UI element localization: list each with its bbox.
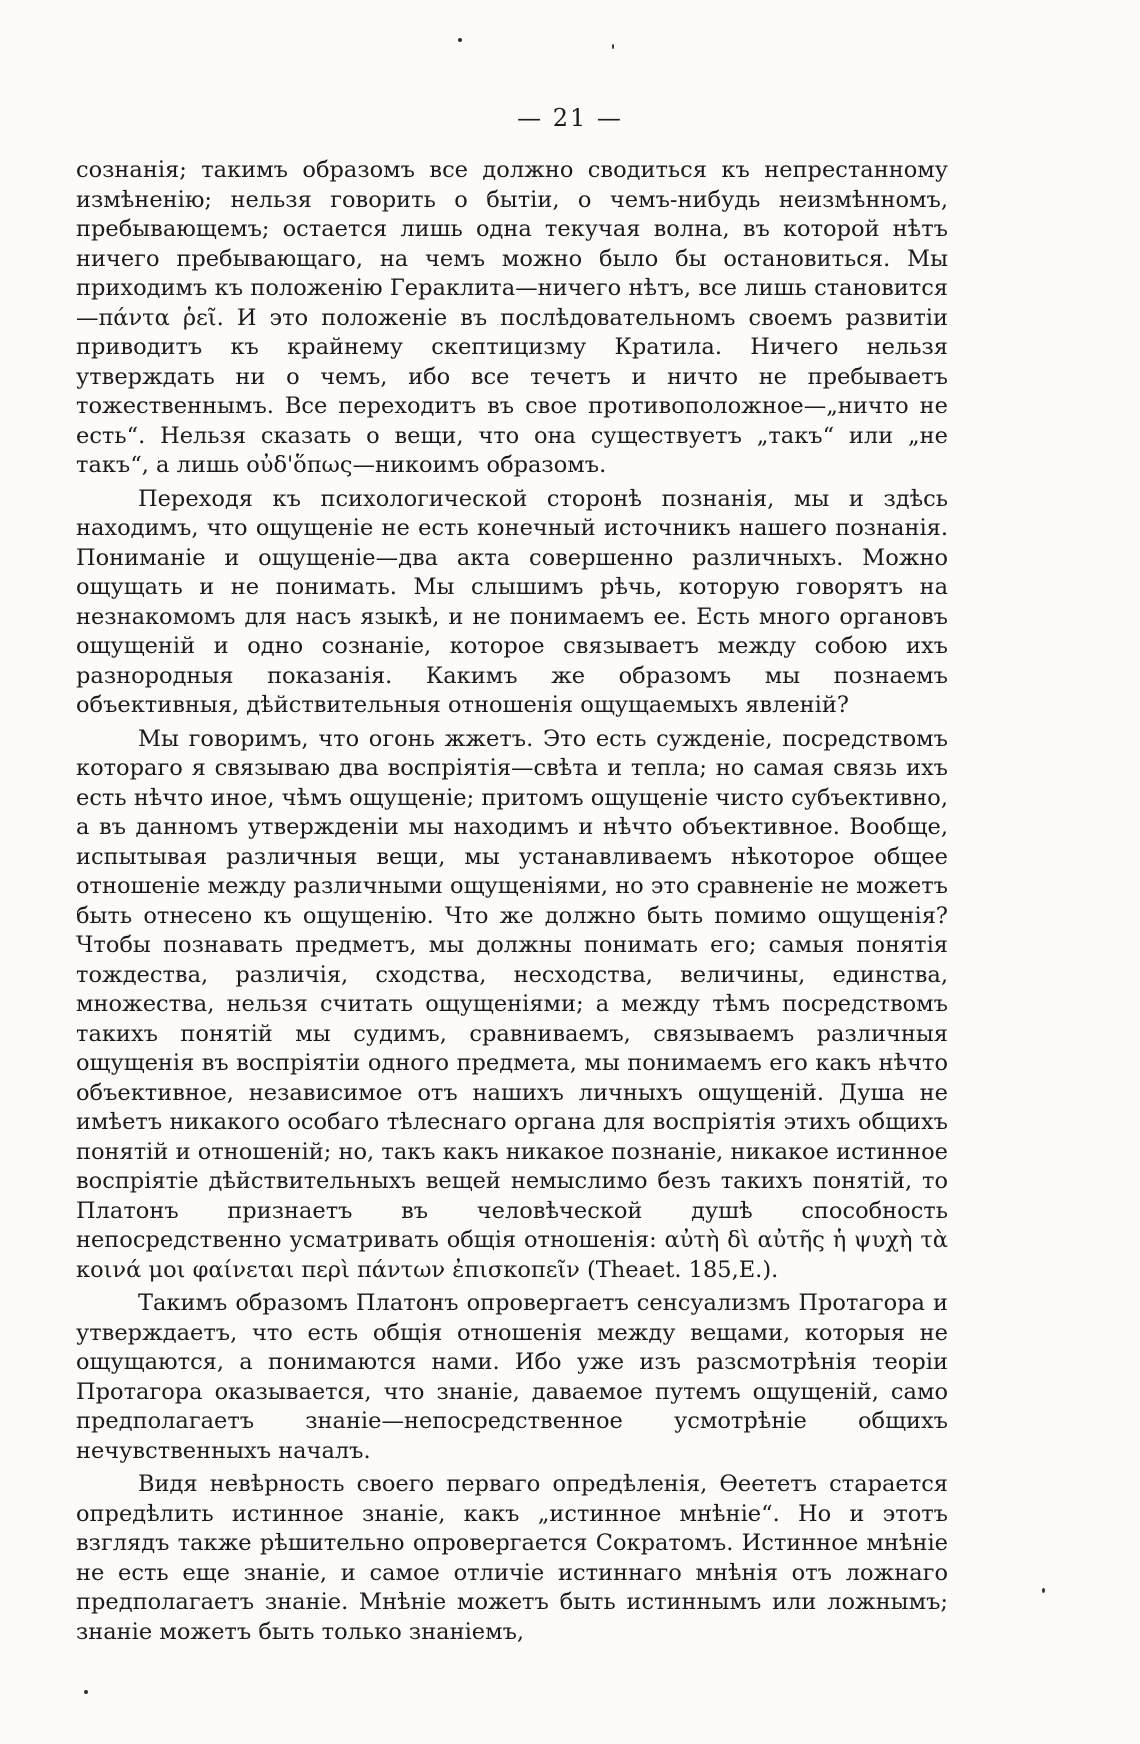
body-text — [76, 156, 948, 1651]
page-number: — 21 — — [517, 104, 623, 132]
scan-speck — [458, 38, 462, 42]
paragraph-psychological-side: Переходя къ психологической сторонѣ познанія, мы и здѣсь находимъ, что ощущеніе не есть конечный источникъ нашего познанія. Пониманіе и ощущеніе—два акта совершенно различныхъ. Можно ощущать и не понимать. Мы слышимъ рѣчь, которую говорятъ на незнакомомъ для насъ языкѣ, и не понимаемъ ее. Есть много органовъ ощущеній и одно сознаніе, которое связываетъ между собою ихъ разнородныя показанія. Какимъ же образомъ мы познаемъ объективныя, дѣйствительныя отношенія ощущаемыхъ явленій? — [76, 485, 948, 718]
paragraph-plato-refutes-protagoras: Такимъ образомъ Платонъ опровергаетъ сенсуализмъ Протагора и утверждаетъ, что есть общія отношенія между вещами, которыя не ощущаются, а понимаются нами. Ибо уже изъ разсмотрѣнія теоріи Протагора оказывается, что знаніе, даваемое путемъ ощущеній, само предполагаетъ знаніе—непосредственное усмотрѣніе общихъ нечувственныхъ началъ. — [76, 1290, 948, 1464]
paragraph-fire-burns-judgment: Мы говоримъ, что огонь жжетъ. Это есть сужденіе, посредствомъ котораго я связываю два воспріятія—свѣта и тепла; но самая связь ихъ есть нѣчто иное, чѣмъ ощущеніе; притомъ ощущеніе чисто субъективно, а въ данномъ утвержденіи мы находимъ и нѣчто объективное. Вообще, испытывая различныя вещи, мы устанавливаемъ нѣкоторое общее отношеніе между различными ощущеніями, но это сравненіе не можетъ быть отнесено къ ощущенію. Что же должно быть помимо ощущенія? Чтобы познавать предметъ, мы должны понимать его; самыя понятія тождества, различія, сходства, несходства, величины, единства, множества, нельзя считать ощущеніями; а между тѣмъ посредствомъ такихъ понятій мы судимъ, сравниваемъ, связываемъ различныя ощущенія въ воспріятіи одного предмета, мы понимаемъ его какъ нѣчто объективное, независимое отъ нашихъ личныхъ ощущеній. Душа не имѣетъ никакого особаго тѣлеснаго органа для воспріятія этихъ общихъ понятій и отношеній; но, такъ какъ никакое познаніе, никакое истинное воспріятіе дѣйствительныхъ вещей немыслимо безъ такихъ понятій, то Платонъ признаетъ въ человѣческой душѣ способность непосредственно усматривать общія отношенія: αὐτὴ δὶ αὐτῆς ἡ ψυχὴ τὰ κοινά μοι φαίνεται περὶ πάντων ἐπισκοπεῖν (Theaet. 185,E.). — [76, 725, 948, 1283]
scan-speck — [1042, 1588, 1045, 1593]
scan-speck — [612, 44, 614, 49]
paragraph-true-opinion: Видя невѣрность своего перваго опредѣленія, Ѳеететъ старается опредѣлить истинное знаніе, какъ „истинное мнѣніе“. Но и этотъ взглядъ также рѣшительно опровергается Сократомъ. Истинное мнѣніе не есть еще знаніе, и самое отличіе истиннаго мнѣнія отъ ложнаго предполагаетъ знаніе. Мнѣніе можетъ быть истиннымъ или ложнымъ; знаніе можетъ быть только знаніемъ, — [76, 1471, 948, 1645]
paragraph-heraclitus-continuation: сознанія; такимъ образомъ все должно сводиться къ непрестанному измѣненію; нельзя говорить о бытіи, о чемъ-нибудь неизмѣнномъ, пребывающемъ; остается лишь одна текучая волна, въ которой нѣтъ ничего пребывающаго, на чемъ можно было бы остановиться. Мы приходимъ къ положенію Гераклита—ничего нѣтъ, все лишь становится—πάντα ῥεῖ. И это положеніе въ послѣдовательномъ своемъ развитіи приводитъ къ крайнему скептицизму Кратила. Ничего нельзя утверждать ни о чемъ, ибо все течетъ и ничто не пребываетъ тожественнымъ. Все переходитъ въ свое противоположное—„ничто не есть“. Нельзя сказать о вещи, что она существуетъ „такъ“ или „не такъ“, а лишь οὐδ'ὅπως—никоимъ образомъ. — [76, 157, 948, 478]
scan-speck — [84, 1690, 88, 1694]
